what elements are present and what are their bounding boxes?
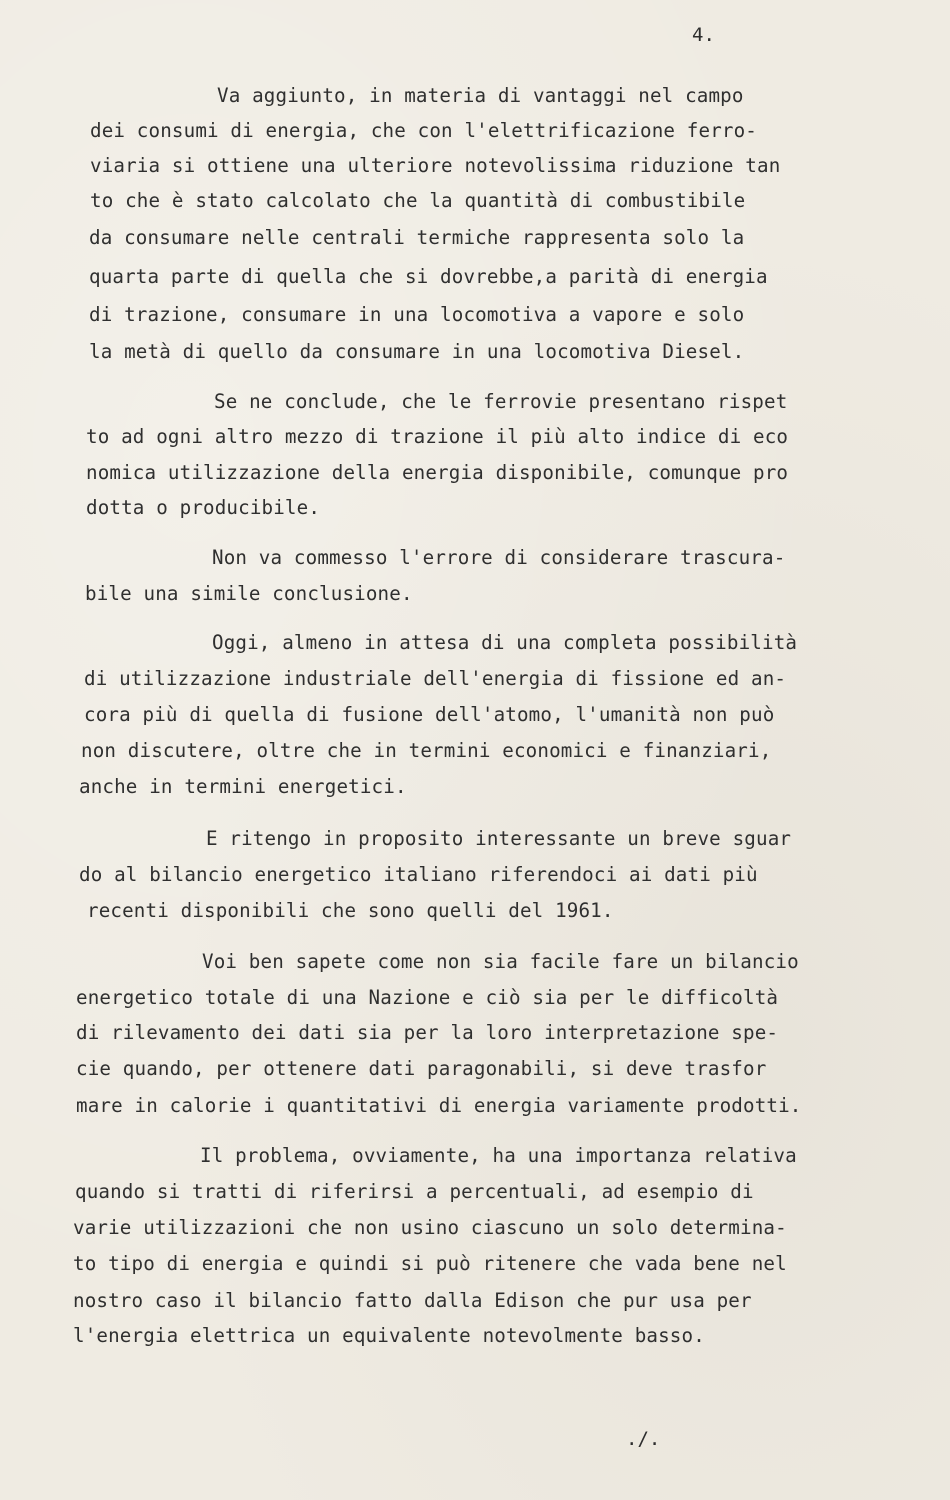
text-line: cora più di quella di fusione dell'atomo, l'umanità non può [84,703,775,726]
text-line: dei consumi di energia, che con l'elettrificazione ferro- [90,119,758,142]
continuation-mark: ./. [626,1428,661,1450]
text-line: energetico totale di una Nazione e ciò sia per le difficoltà [76,986,779,1009]
text-line: l'energia elettrica un equivalente notevolmente basso. [73,1324,705,1347]
text-line: Non va commesso l'errore di considerare trascura- [212,546,786,569]
text-line: nostro caso il bilancio fatto dalla Edison che pur usa per [73,1289,752,1312]
page-number: 4. [692,24,715,46]
text-line: E ritengo in proposito interessante un breve sguar [206,827,792,850]
text-line: dotta o producibile. [86,496,321,519]
text-line: nomica utilizzazione della energia disponibile, comunque pro [86,461,789,484]
text-line: la metà di quello da consumare in una locomotiva Diesel. [89,340,745,363]
text-line: varie utilizzazioni che non usino ciascuno un solo determina- [73,1216,787,1239]
text-line: Oggi, almeno in attesa di una completa possibilità [212,631,798,654]
text-line: recenti disponibili che sono quelli del 1961. [87,899,614,922]
text-line: anche in termini energetici. [79,775,407,798]
text-line: mare in calorie i quantitativi di energia variamente prodotti. [76,1094,802,1117]
text-line: do al bilancio energetico italiano riferendoci ai dati più [79,863,758,886]
text-line: di trazione, consumare in una locomotiva a vapore e solo [89,303,745,326]
text-line: cie quando, per ottenere dati paragonabili, si deve trasfor [76,1057,767,1080]
text-line: Se ne conclude, che le ferrovie presentano rispet [214,390,788,413]
text-line: di rilevamento dei dati sia per la loro interpretazione spe- [76,1021,779,1044]
text-line: non discutere, oltre che in termini economici e finanziari, [81,739,772,762]
text-line: viaria si ottiene una ulteriore notevolissima riduzione tan [90,154,781,177]
text-line: di utilizzazione industriale dell'energia di fissione ed an- [84,667,787,690]
text-line: quarta parte di quella che si dovrebbe,a parità di energia [89,265,768,288]
text-line: bile una simile conclusione. [85,582,413,605]
text-line: to ad ogni altro mezzo di trazione il più alto indice di eco [86,425,789,448]
text-line: Va aggiunto, in materia di vantaggi nel campo [217,84,744,107]
text-line: Voi ben sapete come non sia facile fare un bilancio [202,950,799,973]
text-line: da consumare nelle centrali termiche rappresenta solo la [89,226,745,249]
text-line: to che è stato calcolato che la quantità di combustibile [90,189,746,212]
text-line: quando si tratti di riferirsi a percentuali, ad esempio di [75,1180,754,1203]
text-line: to tipo di energia e quindi si può ritenere che vada bene nel [73,1252,787,1275]
text-line: Il problema, ovviamente, ha una importanza relativa [200,1144,797,1167]
